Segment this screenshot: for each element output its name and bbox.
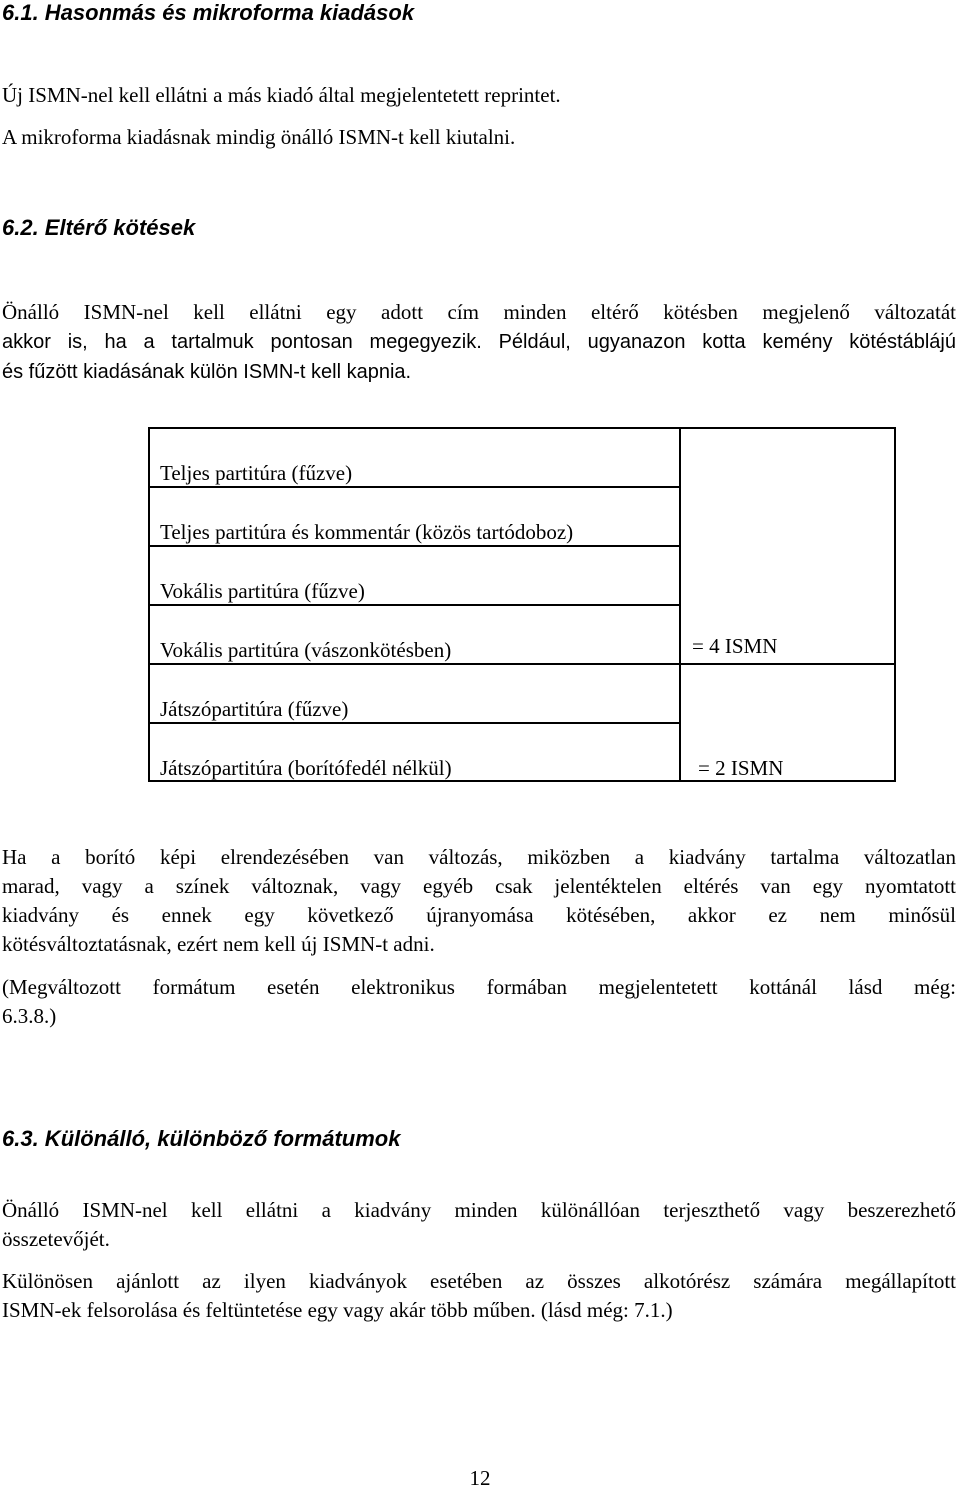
- table-row-label: Teljes partitúra (fűzve): [160, 461, 353, 485]
- paragraph-line: Ha a borító képi elrendezésében van változás, miközben a kiadvány tartalma változatlan: [2, 845, 956, 869]
- paragraph-line: marad, vagy a színek változnak, vagy egyéb csak jelentéktelen eltérés van egy nyomtatott: [2, 874, 956, 898]
- section-heading-6-1: 6.1. Hasonmás és mikroforma kiadások: [2, 0, 415, 25]
- table-group-divider: [679, 663, 896, 665]
- table-row-divider: [148, 663, 681, 665]
- paragraph-line: Új ISMN-nel kell ellátni a más kiadó által megjelentetett reprintet.: [2, 83, 561, 107]
- paragraph-line: kiadvány és ennek egy következő újranyomása kötésében, akkor ez nem minősül: [2, 903, 956, 927]
- paragraph-line: Önálló ISMN-nel kell ellátni egy adott cím minden eltérő kötésben megjelenő változatát: [2, 300, 956, 324]
- paragraph-line: Különösen ajánlott az ilyen kiadványok esetében az összes alkotórész számára megállapított: [2, 1269, 956, 1293]
- paragraph-line: 6.3.8.): [2, 1004, 57, 1028]
- paragraph-line: és fűzött kiadásának külön ISMN-t kell kapnia.: [2, 361, 412, 383]
- ismn-count-group-2: = 2 ISMN: [698, 756, 784, 780]
- table-row-divider: [148, 722, 681, 724]
- table-row-label: Vokális partitúra (vászonkötésben): [160, 638, 452, 662]
- paragraph-line: kötésváltoztatásnak, ezért nem kell új ISMN-t adni.: [2, 932, 435, 956]
- paragraph-line: Önálló ISMN-nel kell ellátni a kiadvány minden különállóan terjeszthető vagy beszerezhető: [2, 1198, 956, 1222]
- page-number: 12: [469, 1466, 491, 1490]
- paragraph-line: akkor is, ha a tartalmuk pontosan megegyezik. Például, ugyanazon kotta kemény kötéstáblájú: [2, 331, 956, 353]
- section-heading-6-3: 6.3. Különálló, különböző formátumok: [2, 1126, 401, 1151]
- table-row-divider: [148, 545, 681, 547]
- table-row-divider: [148, 486, 681, 488]
- paragraph-line: ISMN-ek felsorolása és feltüntetése egy vagy akár több műben. (lásd még: 7.1.): [2, 1298, 673, 1322]
- paragraph-line: (Megváltozott formátum esetén elektronikus formában megjelentetett kottánál lásd még:: [2, 975, 956, 999]
- table-row-label: Játszópartitúra (fűzve): [160, 697, 349, 721]
- paragraph-line: A mikroforma kiadásnak mindig önálló ISMN-t kell kiutalni.: [2, 125, 516, 149]
- table-row-label: Játszópartitúra (borítófedél nélkül): [160, 756, 452, 780]
- table-row-label: Teljes partitúra és kommentár (közös tartódoboz): [160, 520, 574, 544]
- table-border-top: [148, 427, 896, 429]
- table-row-label: Vokális partitúra (fűzve): [160, 579, 365, 603]
- table-border-right: [894, 427, 896, 782]
- ismn-count-group-1: = 4 ISMN: [692, 634, 778, 658]
- paragraph-line: összetevőjét.: [2, 1227, 110, 1251]
- table-row-divider: [148, 604, 681, 606]
- section-heading-6-2: 6.2. Eltérő kötések: [2, 215, 196, 240]
